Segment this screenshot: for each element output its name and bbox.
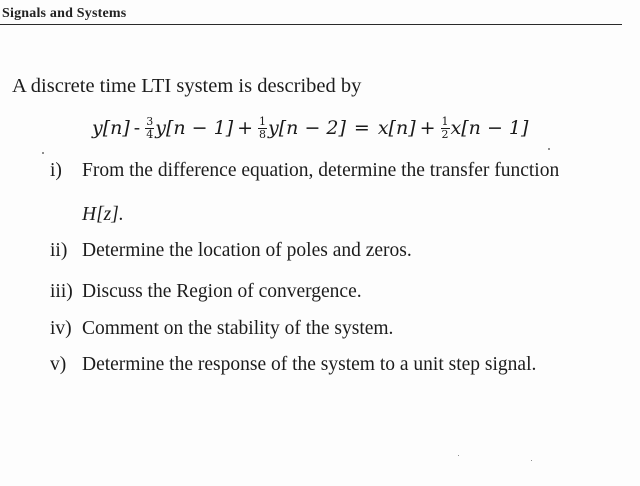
eq-lhs-term-1: y[n] [92, 117, 130, 139]
eq-fraction-1 [145, 116, 154, 141]
scan-speck [548, 148, 550, 150]
eq-equals-sign: = [353, 117, 370, 139]
eq-fraction-2 [258, 116, 267, 141]
question-item-text: From the difference equation, determine the transfer function [82, 160, 560, 181]
question-item-marker: i) [50, 160, 62, 181]
question-item-text: Comment on the stability of the system. [82, 318, 394, 339]
problem-intro: A discrete time LTI system is described by [12, 75, 362, 97]
question-item-text: Determine the location of poles and zeros. [82, 240, 412, 261]
question-item [50, 281, 362, 303]
scan-speck [42, 152, 44, 154]
question-item-marker: ii) [50, 240, 68, 261]
scan-speck [458, 455, 459, 456]
eq-rhs-term-2: x[n − 1] [450, 117, 529, 139]
eq-fraction-3-numerator: 1 [441, 114, 449, 128]
question-item [50, 354, 536, 376]
eq-lhs-term-3: y[n − 2] [268, 117, 346, 139]
question-item [50, 240, 412, 262]
question-item-marker: iii) [50, 281, 73, 302]
eq-fraction-1-numerator: 3 [146, 114, 154, 128]
question-item-text: Discuss the Region of convergence. [82, 281, 362, 302]
eq-lhs-operator-1: - [133, 117, 141, 139]
eq-rhs-operator-1: + [419, 117, 436, 139]
eq-fraction-2-denominator: 8 [259, 127, 267, 141]
eq-fraction-2-numerator: 1 [259, 114, 267, 128]
difference-equation [92, 108, 528, 148]
question-item-marker: iv) [50, 318, 72, 339]
question-item-marker: v) [50, 354, 67, 375]
scan-speck [531, 460, 532, 461]
eq-fraction-1-denominator: 4 [146, 127, 154, 141]
header-rule [0, 24, 622, 25]
eq-lhs-operator-2: + [237, 117, 254, 139]
eq-rhs-term-1: x[n] [377, 117, 416, 139]
page-header-title: Signals and Systems [2, 6, 127, 21]
question-item [50, 318, 393, 340]
eq-fraction-3 [441, 116, 450, 141]
question-item [50, 160, 559, 182]
eq-lhs-term-2: y[n − 1] [155, 117, 234, 139]
question-item-text: Determine the response of the system to a unit step signal. [82, 354, 537, 375]
eq-fraction-3-denominator: 2 [441, 127, 449, 141]
question-item-continuation: H[z]. [82, 204, 124, 225]
